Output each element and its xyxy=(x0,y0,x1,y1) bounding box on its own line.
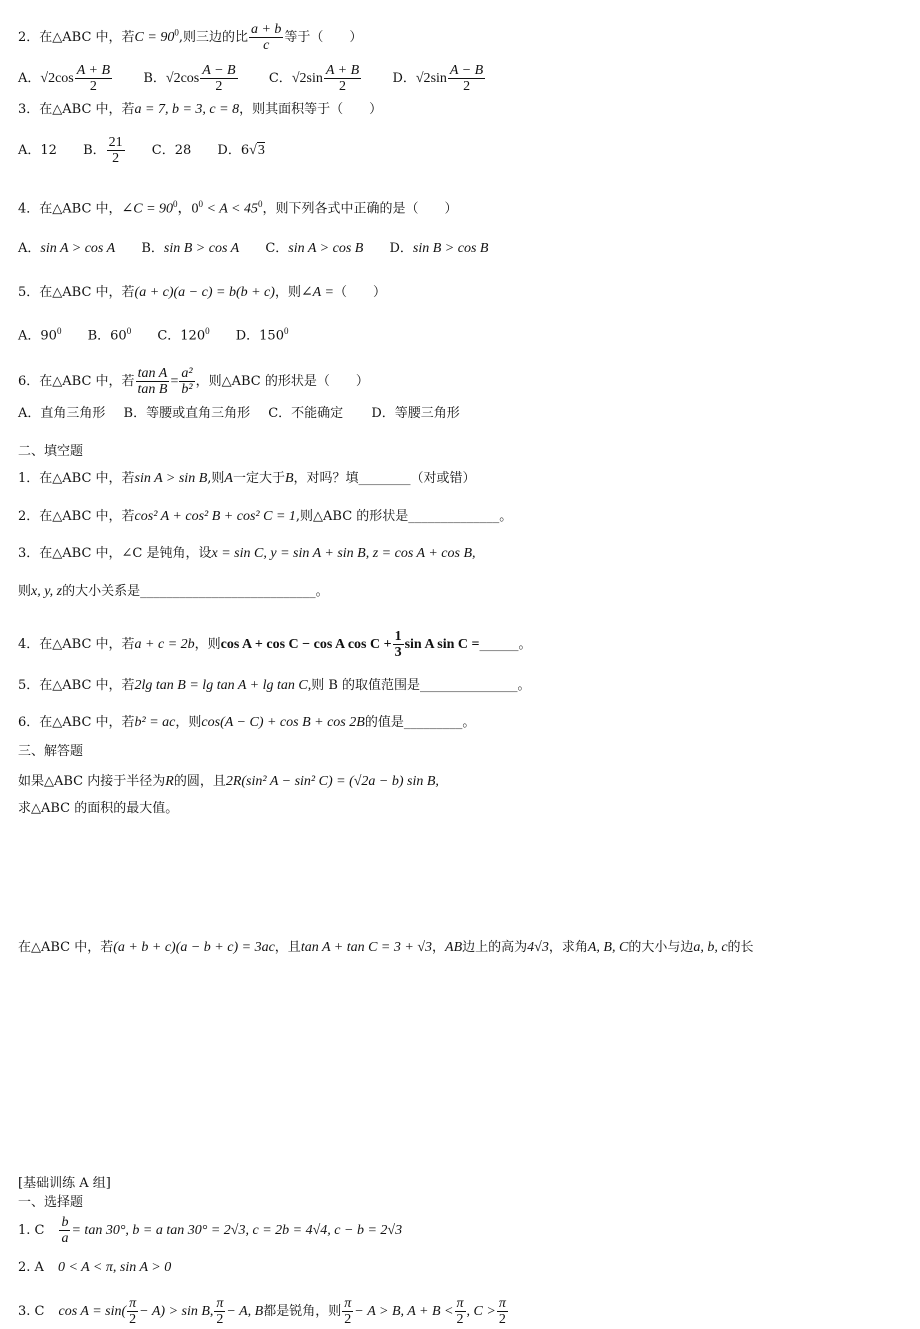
fill-6-mid: ，则 xyxy=(175,715,202,730)
q2-b-fn: cos xyxy=(180,71,200,86)
solve-2-height: 4√3 xyxy=(527,940,549,955)
q6-tan-frac xyxy=(136,366,170,397)
q2-a-frac xyxy=(75,63,112,94)
fill-6-math: b² = ac xyxy=(134,715,176,730)
q3-stem-end: ，则其面积等于（ ） xyxy=(239,102,383,117)
q6-option-d: D．等腰三角形 xyxy=(371,406,460,421)
q2-stem: 2．在△ABC 中，若 xyxy=(18,30,135,45)
answer-3-pi-3: π xyxy=(344,1296,352,1311)
answer-3-label: 3. C xyxy=(18,1304,45,1319)
q2-a-den: 2 xyxy=(89,79,97,94)
q4-options xyxy=(18,240,488,258)
solve-2-comma: ， xyxy=(432,940,446,955)
q5-deg-b: 0 xyxy=(126,326,132,336)
fill-3-stem: 3．在△ABC 中，∠C 是钝角，设 xyxy=(18,546,212,561)
q4-cond-zero: ，0 xyxy=(177,201,199,217)
answer-1 xyxy=(18,1215,402,1246)
answer-2-math: 0 < A < π, sin A > 0 xyxy=(57,1260,172,1275)
fill-5-stem: 5．在△ABC 中，若 xyxy=(18,678,135,693)
q3-option-a: A．12 xyxy=(18,143,57,158)
q3-options: A．12 B． $\frac{21}{2}$ C．28 D．6√3 xyxy=(18,135,265,166)
q2-a-fn: cos xyxy=(55,71,74,86)
answer-1-den: a xyxy=(61,1231,69,1246)
solve-2 xyxy=(18,939,754,957)
section-solve-title: 三、解答题 xyxy=(18,744,84,759)
q2-c-coef: √2 xyxy=(291,71,307,86)
fill-1-var-a: A xyxy=(224,471,233,486)
fill-2 xyxy=(18,508,512,526)
answer-3-math-1: cos A = sin( xyxy=(58,1304,127,1319)
q5-option-a: A．90 xyxy=(18,328,57,344)
q2-options xyxy=(18,63,486,94)
fill-4-frac xyxy=(393,629,404,660)
q2-ratio-fraction xyxy=(249,22,283,53)
answer-3-text: 都是锐角，则 xyxy=(263,1304,342,1319)
fill-1 xyxy=(18,470,476,488)
q2-d-coef: √2 xyxy=(415,71,431,86)
question-5 xyxy=(18,284,386,302)
answer-1-num: b xyxy=(61,1215,69,1230)
q3-b-num: 21 xyxy=(108,135,123,150)
fill-5-math: 2lg tan B = lg tan A + lg tan C, xyxy=(134,678,312,693)
q2-stem-mid: ,则三边的比 xyxy=(178,30,248,45)
q4-deg-3: 0 xyxy=(258,199,263,209)
q2-ratio-den: c xyxy=(263,38,270,53)
solve-2-height-label: 边上的高为 xyxy=(462,940,528,955)
q2-c-fn: sin xyxy=(306,71,323,86)
answer-1-label: 1. C xyxy=(18,1223,45,1238)
q5-stem-end: （ ） xyxy=(333,285,386,300)
answers-header: [基础训练 A 组] xyxy=(18,1176,111,1191)
q3-b-den: 2 xyxy=(112,151,120,166)
q2-d-fn: sin xyxy=(430,71,447,86)
answer-3-frac-2 xyxy=(214,1296,225,1327)
answer-3 xyxy=(18,1296,509,1327)
q2-c-den: 2 xyxy=(339,79,346,94)
answer-3-two-3: 2 xyxy=(344,1312,352,1327)
q5-stem-mid: ，则 xyxy=(274,285,301,300)
q2-ratio-num: a + b xyxy=(250,22,282,37)
q3-option-b: B． xyxy=(83,143,106,158)
fill-5 xyxy=(18,677,531,695)
section-fill-in-title: 二、填空题 xyxy=(18,444,84,459)
q6-option-c: C．不能确定 xyxy=(268,406,344,421)
q2-option-a: A． xyxy=(18,71,41,86)
q2-option-d: D． xyxy=(392,71,416,86)
q5-option-b: B．60 xyxy=(87,328,127,344)
solve-2-and: 的大小与边 xyxy=(628,940,694,955)
q6-stem-end: ，则△ABC 的形状是（ ） xyxy=(195,374,369,389)
q2-degree: 0 xyxy=(174,27,179,38)
question-3 xyxy=(18,101,382,119)
answer-3-two-5: 2 xyxy=(498,1312,506,1327)
q2-b-den: 2 xyxy=(215,79,223,94)
solve-2-stem: 在△ABC 中，若 xyxy=(18,940,114,955)
answer-3-frac-5 xyxy=(497,1296,508,1327)
question-2 xyxy=(18,22,362,53)
fill-1-mid2: 一定大于 xyxy=(232,471,285,486)
q4-deg-1: 0 xyxy=(173,199,178,209)
q5-deg-a: 0 xyxy=(56,326,62,336)
fill-3-cont-end: 的大小关系是___________________________。 xyxy=(62,584,329,599)
solve-2-end: 的长 xyxy=(727,940,754,955)
solve-2-side: AB xyxy=(445,940,463,955)
fill-6 xyxy=(18,714,475,732)
q6-stem: 6．在△ABC 中，若 xyxy=(18,374,135,389)
solve-1-stem: 如果△ABC 内接于半径为 xyxy=(18,774,166,789)
answer-3-frac-3 xyxy=(342,1296,353,1327)
fill-3-cont xyxy=(18,583,329,601)
question-4 xyxy=(18,195,458,218)
q3-option-c: C．28 xyxy=(151,143,192,158)
fill-4-expr-2: sin A sin C = xyxy=(404,637,480,652)
fill-4-stem: 4．在△ABC 中，若 xyxy=(18,637,135,652)
q4-cond-c: ∠C = 90 xyxy=(121,201,174,217)
q2-c-frac xyxy=(324,63,361,94)
answer-3-math-3: − A, B xyxy=(226,1304,264,1319)
q5-option-d: D．150 xyxy=(235,328,284,344)
q4-option-b: B． xyxy=(141,241,164,256)
answer-3-math-5: , C > xyxy=(466,1304,496,1319)
q5-deg-d: 0 xyxy=(283,326,289,336)
fill-4-expr-1: cos A + cos C − cos A cos C + xyxy=(220,637,392,652)
solve-1-cont: 求△ABC 的面积的最大值。 xyxy=(18,801,179,816)
fill-4-mid: ，则 xyxy=(194,637,221,652)
q3-stem: 3．在△ABC 中，若 xyxy=(18,102,135,117)
fill-6-end: 的值是_________。 xyxy=(364,715,476,730)
fill-6-stem: 6．在△ABC 中，若 xyxy=(18,715,135,730)
answer-3-math-4: − A > B, A + B < xyxy=(354,1304,454,1319)
q6-tan-den: tan B xyxy=(137,382,168,397)
solve-2-ask: ，求角 xyxy=(548,940,588,955)
q4-option-b-math: sin B > cos A xyxy=(163,241,240,256)
answer-3-two-4: 2 xyxy=(456,1312,464,1327)
q2-condition: C = 90 xyxy=(134,30,175,45)
q5-deg-c: 0 xyxy=(205,326,210,336)
q3-d-radicand: 3 xyxy=(257,143,265,158)
answer-1-frac xyxy=(59,1215,70,1246)
fill-4-den: 3 xyxy=(394,645,402,660)
fill-2-stem: 2．在△ABC 中，若 xyxy=(18,509,135,524)
answers-subheader: 一、选择题 xyxy=(18,1195,84,1210)
fill-4-end: ______。 xyxy=(479,637,532,652)
q4-stem: 4．在△ABC 中， xyxy=(18,201,122,217)
fill-4-num: 1 xyxy=(394,629,402,644)
q4-option-a-math: sin A > cos A xyxy=(40,241,116,256)
q6-side-den: b² xyxy=(181,382,193,397)
q2-b-num: A − B xyxy=(202,63,236,78)
fill-2-end: ,则△ABC 的形状是______________。 xyxy=(295,509,513,524)
fill-4 xyxy=(18,629,532,660)
solve-1-radius: R xyxy=(165,774,174,789)
answer-1-math: = tan 30°, b = a tan 30° = 2√3, c = 2b = 4√4, c − b = 2√3 xyxy=(71,1223,403,1238)
fill-6-math2: cos(A − C) + cos B + cos 2B xyxy=(201,715,365,730)
q4-stem-end: ，则下列各式中正确的是（ ） xyxy=(262,201,458,217)
fill-1-end: ，对吗？填________（对或错） xyxy=(293,471,476,486)
q4-option-c: C． xyxy=(265,241,289,256)
q5-options xyxy=(18,322,288,345)
q2-c-num: A + B xyxy=(325,63,360,78)
fill-1-math: sin A > sin B xyxy=(134,471,208,486)
q2-option-b: B． xyxy=(143,71,166,86)
q5-condition: (a + c)(a − c) = b(b + c) xyxy=(134,285,275,300)
answer-3-pi-5: π xyxy=(498,1296,506,1311)
solve-2-mid: ，且 xyxy=(274,940,301,955)
q2-d-num: A − B xyxy=(449,63,484,78)
q4-cond-a: < A < 45 xyxy=(203,201,258,217)
q6-tan-num: tan A xyxy=(136,366,170,382)
fill-5-end: 则 B 的取值范围是_______________。 xyxy=(311,678,531,693)
q6-side-num: a² xyxy=(181,366,193,381)
answer-3-pi-4: π xyxy=(456,1296,464,1311)
fill-3-math: x = sin C, y = sin A + sin B, z = cos A + cos B, xyxy=(211,546,476,561)
fill-3-cont-stem: 则 xyxy=(18,584,32,599)
answer-2 xyxy=(18,1259,171,1277)
answer-3-pi-2: π xyxy=(216,1296,224,1311)
fill-1-stem: 1．在△ABC 中，若 xyxy=(18,471,135,486)
solve-2-math: (a + b + c)(a − b + c) = 3ac xyxy=(113,940,275,955)
question-6 xyxy=(18,366,369,397)
q2-b-coef: √2 xyxy=(165,71,181,86)
q4-option-d-math: sin B > cos B xyxy=(412,241,489,256)
fill-4-math: a + c = 2b xyxy=(134,637,195,652)
answer-3-math-2: − A) > sin B, xyxy=(139,1304,214,1319)
q2-option-c: C． xyxy=(268,71,292,86)
solve-2-tan: tan A + tan C = 3 + √3 xyxy=(300,940,433,955)
solve-2-angles: A, B, C xyxy=(587,940,629,955)
q4-option-a: A． xyxy=(18,241,41,256)
q4-option-c-math: sin A > cos B xyxy=(288,241,364,256)
q5-option-c: C．120 xyxy=(157,328,206,344)
solve-1-math: 2R(sin² A − sin² C) = (√2a − b) sin B, xyxy=(225,774,439,789)
fill-1-mid: ,则 xyxy=(207,471,225,486)
answer-3-two-1: 2 xyxy=(129,1312,137,1327)
answer-3-frac-1 xyxy=(127,1296,138,1327)
q4-deg-2: 0 xyxy=(198,199,204,209)
q2-d-frac xyxy=(448,63,485,94)
q5-angle: ∠A = xyxy=(300,285,334,300)
q6-equals: = xyxy=(170,374,179,389)
answer-3-frac-4 xyxy=(455,1296,466,1327)
q6-options xyxy=(18,405,460,423)
solve-1-mid: 的圆，且 xyxy=(173,774,226,789)
fill-2-math: cos² A + cos² B + cos² C = 1 xyxy=(134,509,296,524)
answer-3-pi-1: π xyxy=(129,1296,137,1311)
q3-b-frac xyxy=(107,135,125,166)
q2-b-frac xyxy=(200,63,237,94)
q2-a-num: A + B xyxy=(76,63,111,78)
q3-option-d: D．6 xyxy=(217,143,250,158)
fill-3 xyxy=(18,545,476,563)
answer-2-label: 2. A xyxy=(18,1260,44,1275)
q6-option-b: B．等腰或直角三角形 xyxy=(123,406,251,421)
q2-stem-end: 等于（ ） xyxy=(284,30,363,45)
q5-stem: 5．在△ABC 中，若 xyxy=(18,285,135,300)
q3-condition: a = 7, b = 3, c = 8 xyxy=(134,102,240,117)
fill-3-cont-math: x, y, z xyxy=(31,584,63,599)
q2-a-coef: √2 xyxy=(40,71,56,86)
solve-2-sides: a, b, c xyxy=(693,940,728,955)
solve-1 xyxy=(18,773,439,791)
q6-side-frac xyxy=(179,366,194,397)
q4-option-d: D． xyxy=(389,241,413,256)
q2-d-den: 2 xyxy=(463,79,471,94)
answer-3-two-2: 2 xyxy=(216,1312,224,1327)
fill-1-var-b: B xyxy=(284,471,294,486)
q6-option-a: A．直角三角形 xyxy=(18,406,106,421)
